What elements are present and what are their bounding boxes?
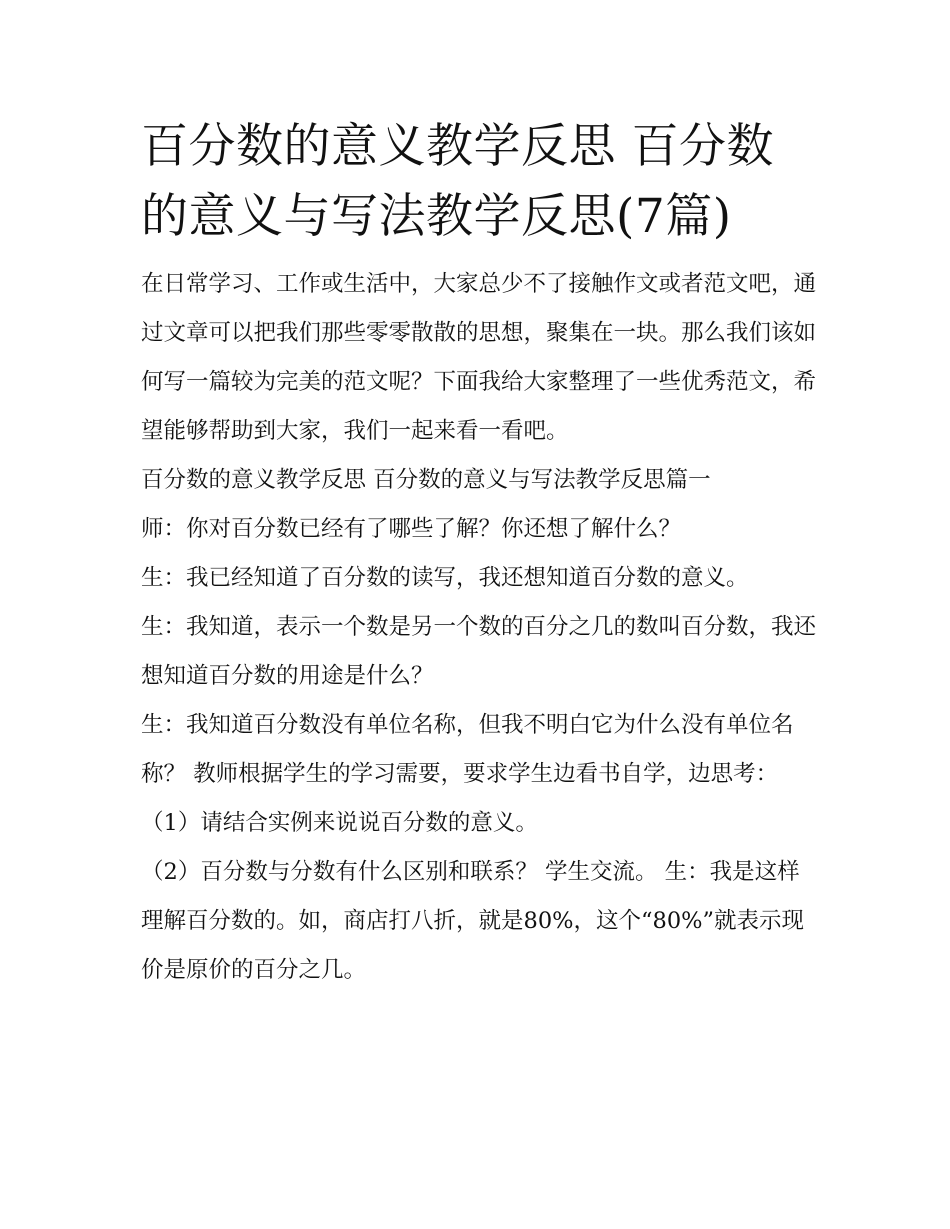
discussion-paragraph: （2）百分数与分数有什么区别和联系？ 学生交流。 生：我是这样理解百分数的。如，商店打八折，就是80%，这个“80%”就表示现价是原价的百分之几。	[141, 859, 805, 983]
student-answer-1: 生：我已经知道了百分数的读写，我还想知道百分数的意义。	[141, 565, 749, 591]
student-answer-2: 生：我知道，表示一个数是另一个数的百分之几的数叫百分数，我还想知道百分数的用途是什么？	[141, 614, 817, 689]
student-answer-3: 生：我知道百分数没有单位名称，但我不明白它为什么没有单位名称？ 教师根据学生的学习需要，要求学生边看书自学，边思考： （1）请结合实例来说说百分数的意义。	[141, 712, 794, 836]
document-content	[141, 112, 821, 995]
document-title: 百分数的意义教学反思 百分数的意义与写法教学反思(7篇)	[141, 119, 774, 244]
teacher-question: 师：你对百分数已经有了哪些了解？你还想了解什么？	[141, 516, 682, 542]
section-heading: 百分数的意义教学反思 百分数的意义与写法教学反思篇一	[141, 467, 711, 493]
intro-paragraph: 在日常学习、工作或生活中，大家总少不了接触作文或者范文吧，通过文章可以把我们那些零零散散的思想，聚集在一块。那么我们该如何写一篇较为完美的范文呢？下面我给大家整理了一些优秀范文，希望能够帮助到大家，我们一起来看一看吧。	[141, 271, 817, 444]
